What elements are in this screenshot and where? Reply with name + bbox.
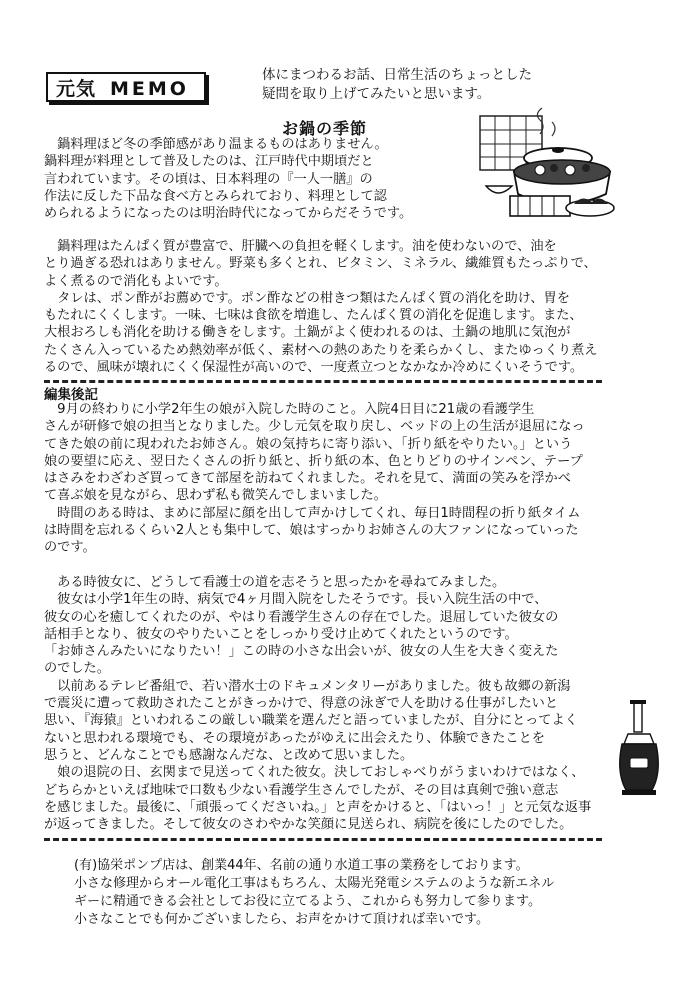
section-divider-2 <box>44 838 602 841</box>
intro-text: 体にまつわるお話、日常生活のちょっとした 疑問を取り上げてみたいと思います。 <box>262 67 532 102</box>
postscript-paragraph-1: 9月の終わりに小学2年生の娘が入院した時のこと。入院4日目に21歳の看護学生 さんが研修で娘の担当となりました。少し元気を取り戻し、ベッドの上の生活が退屈になっ てきた娘の前に現われたお姉さん。娘の気持ちに寄り添い、「折り紙をやりたい。」という 娘の要望に応え、翌日たくさんの折り紙と、折り紙の本、色とりどりのサインペン、テープ はさみをわざわざ買ってきて部屋を訪ねてくれました。それを見て、満面の笑みを浮かべ て喜ぶ娘を見ながら、思わず私も微笑んでしまいました。 時間のある時は、まめに部屋に顔を出して声かけしてくれ、毎日1時間程の折り紙タイム は時間を忘れるくらい2人とも集中して、娘はすっかりお姉さんの大ファンになっていった のです。 <box>44 402 585 556</box>
hotpot-illustration <box>470 112 620 230</box>
postscript-paragraph-2: ある時彼女に、どうして看護士の道を志そうと思ったかを尋ねてみました。 彼女は小学1年生の時、病気で4ヶ月間入院をしたそうです。長い入院生活の中で、 彼女の心を癒してくれたのが、やはり看護学生さんの存在でした。退屈していた彼女の 話相手となり、彼女のやりたいことをしっかり受け止めてくれたというのです。 「お姉さんみたいになりたい！」この時の小さな出会いが、彼女の人生を大きく変えた のでした。 以前あるテレビ番組で、若い潜水士のドキュメンタリーがありました。彼も故郷の新潟 で震災に遭って救助されたことがきっかけで、得意の泳ぎで人を助ける仕事がしたいと 思い、『海猿』といわれるこの厳しい職業を選んだと語っていましたが、自分にとってよく ないと思われる環境でも、その環境があったがゆえに出会えたり、体験できたことを 思うと、どんなことでも感謝なんだな、と改めて思いました。 娘の退院の日、玄関まで見送ってくれた彼女。決しておしゃべりがうまいわけではなく、 どちらかといえば地味で口数も少ない看護学生さんでしたが、その目は真剣で強い意志 を感じました。最後に、「頑張ってくださいね。」と声をかけると、「はいっ！」と元気な返事 が返ってきました。そして彼女のさわやかな笑顔に見送られ、病院を後にしたのでした。 <box>44 575 592 833</box>
article-title: お鍋の季節 <box>282 119 368 138</box>
postscript-label: 編集後記 <box>44 387 98 403</box>
article-paragraph-1: 鍋料理ほど冬の季節感があり温まるものはありません。 鍋料理が料理として普及したのは、江戸時代中期頃だと 言われています。その頃は、日本料理の『一人一膳』の 作法に反した下品な食べ方とみられており、料理として認 められるようになったのは明治時代になってからだそうです。 <box>44 137 413 222</box>
memo-badge <box>46 72 206 102</box>
article-paragraph-2: 鍋料理はたんぱく質が豊富で、肝臓への負担を軽くします。油を使わないので、油を とり過ぎる恐れはありません。野菜も多くとれ、ビタミン、ミネラル、繊維質もたっぷりで、 よく煮るので消化もよいです。 タレは、ポン酢がお薦めです。ポン酢などの柑きつ類はたんぱく質の消化を助け、胃を もたれにくくします。一味、七味は食欲を増進し、たんぱく質の消化を促進します。また、 大根おろしも消化を助ける働きをします。土鍋がよく使われるのは、土鍋の地肌に気泡が たくさん入っているため熱効率が低く、素材への熱のあたりを柔らかくし、またゆっくり煮え るので、風味が壊れにくく保湿性が高いので、一度煮立つとなかなか冷めにくいそうです。 <box>44 239 598 376</box>
section-divider-1 <box>44 380 602 383</box>
badge-word: MEMO <box>110 78 189 100</box>
company-footer: (有)協栄ポンプ店は、創業44年、名前の通り水道工事の業務をしております。 小さな修理からオール電化工事はもちろん、太陽光発電システムのような新エネル ギーに精通できる会社としてお役に立てるよう、これからも努力して参ります。 小さなことでも何かございましたら、お声をかけて頂ければ幸いです。 <box>74 858 555 927</box>
stove-illustration <box>614 700 664 800</box>
badge-prefix: 元気 <box>56 78 97 100</box>
